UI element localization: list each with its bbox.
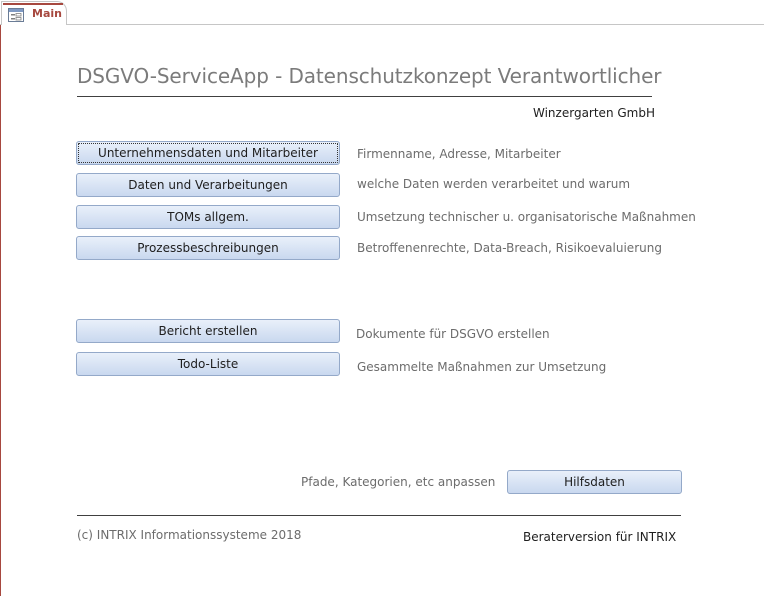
page-title: DSGVO-ServiceApp - Datenschutzkonzept Verantwortlicher [77, 64, 662, 88]
prozessbeschreibungen-button[interactable]: Prozessbeschreibungen [76, 236, 340, 260]
copyright-text: (c) INTRIX Informationssysteme 2018 [77, 528, 302, 542]
form-icon [8, 7, 24, 21]
company-name: Winzergarten GmbH [533, 106, 655, 120]
todo-liste-description: Gesammelte Maßnahmen zur Umsetzung [357, 360, 607, 374]
todo-liste-button[interactable]: Todo-Liste [76, 352, 340, 376]
tab-main[interactable] [1, 1, 67, 25]
unternehmensdaten-button[interactable]: Unternehmensdaten und Mitarbeiter [76, 141, 340, 165]
footer-divider [77, 515, 681, 516]
toms-description: Umsetzung technischer u. organisatorische Maßnahmen [357, 210, 696, 224]
window-frame-border [0, 0, 1, 596]
bericht-erstellen-description: Dokumente für DSGVO erstellen [356, 327, 550, 341]
title-divider [77, 96, 652, 97]
prozessbeschreibungen-description: Betroffenenrechte, Data-Breach, Risikoevaluierung [357, 241, 662, 255]
daten-verarbeitungen-button[interactable]: Daten und Verarbeitungen [76, 173, 340, 197]
document-tab-strip [0, 0, 764, 25]
daten-verarbeitungen-description: welche Daten werden verarbeitet und warum [357, 177, 631, 191]
version-text: Beraterversion für INTRIX [523, 530, 677, 544]
hilfsdaten-button[interactable]: Hilfsdaten [507, 470, 682, 494]
bericht-erstellen-button[interactable]: Bericht erstellen [76, 319, 340, 343]
tab-active-indicator [3, 3, 63, 5]
unternehmensdaten-description: Firmenname, Adresse, Mitarbeiter [357, 147, 561, 161]
toms-button[interactable]: TOMs allgem. [76, 205, 340, 229]
hilfsdaten-description: Pfade, Kategorien, etc anpassen [301, 475, 496, 489]
tab-main-label: Main [32, 7, 62, 20]
